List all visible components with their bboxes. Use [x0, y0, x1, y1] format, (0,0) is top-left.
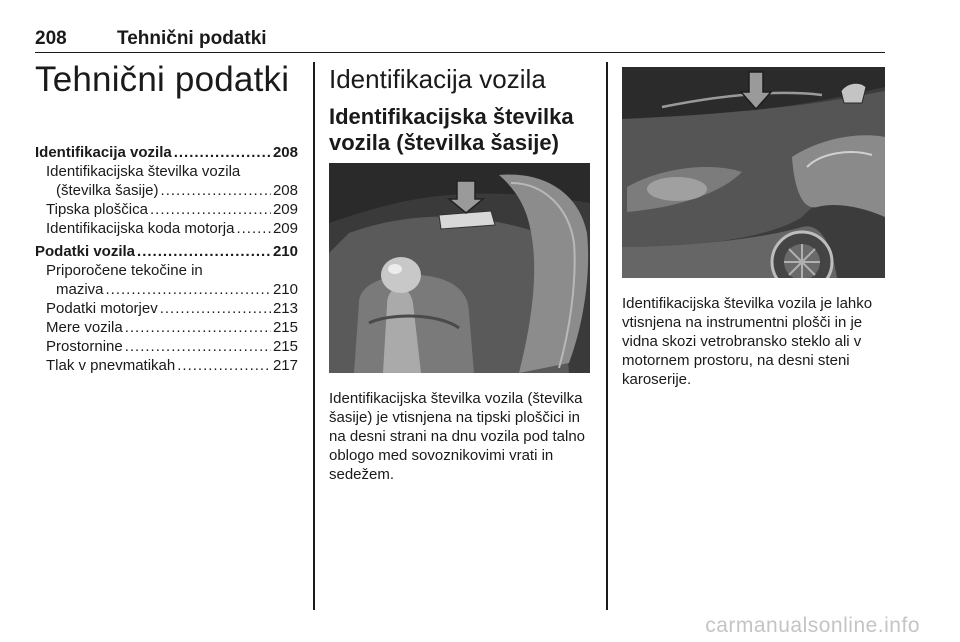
toc-group [35, 242, 298, 375]
subsection-title: Identifikacijska številka vozila (številka šasije) [329, 104, 574, 155]
toc-entry-identifikacija-vozila[interactable]: Identifikacija vozila ..... 208 [35, 143, 298, 162]
column-divider-left [313, 62, 315, 610]
toc-entry-prostornine[interactable]: Prostornine ..... 215 [35, 337, 298, 356]
toc-entry-koda-motorja[interactable]: Identifikacijska koda motorja ..... 209 [35, 219, 298, 238]
toc-entry-tlak-v-pnevmatikah[interactable]: Tlak v pnevmatikah ..... 217 [35, 356, 298, 375]
page-number: 208 [35, 28, 67, 49]
windshield-vin-caption: Identifikacijska številka vozila je lahko vtisnjena na instrumentni plošči in je vidna skozi vetrobransko steklo ali v motornem prostoru, na desni steni karoserije. [622, 295, 873, 388]
watermark: carmanualsonline.info [705, 614, 920, 637]
toc-entry-identifikacijska-stevilka[interactable]: Identifikacijska številka vozila (številka šasije) ..... 208 [35, 162, 298, 200]
toc-entry-podatki-vozila[interactable]: Podatki vozila ..... 210 [35, 242, 298, 261]
table-of-contents [35, 143, 298, 379]
floor-vin-caption: Identifikacijska številka vozila (številka šasije) je vtisnjena na tipski ploščici in na desni strani na dnu vozila pod talno oblogo med sovoznikovimi vrati in sedežem. [329, 390, 586, 483]
running-title: Tehnični podatki [117, 28, 267, 49]
windshield-vin-drawing [622, 67, 885, 278]
toc-entry-priporocene-tekocine[interactable]: Priporočene tekočine in maziva ..... 210 [35, 261, 298, 299]
toc-entry-podatki-motorjev[interactable]: Podatki motorjev ..... 213 [35, 299, 298, 318]
floor-vin-illustration [329, 163, 590, 373]
section-title: Identifikacija vozila [329, 64, 546, 94]
windshield-vin-illustration [622, 67, 885, 278]
toc-entry-mere-vozila[interactable]: Mere vozila ..... 215 [35, 318, 298, 337]
toc-entry-tipska-ploscica[interactable]: Tipska ploščica ..... 209 [35, 200, 298, 219]
column-divider-right [606, 62, 608, 610]
chapter-title: Tehnični podatki [35, 60, 290, 99]
toc-group [35, 143, 298, 238]
page-header [35, 26, 885, 53]
floor-vin-drawing [329, 163, 590, 373]
